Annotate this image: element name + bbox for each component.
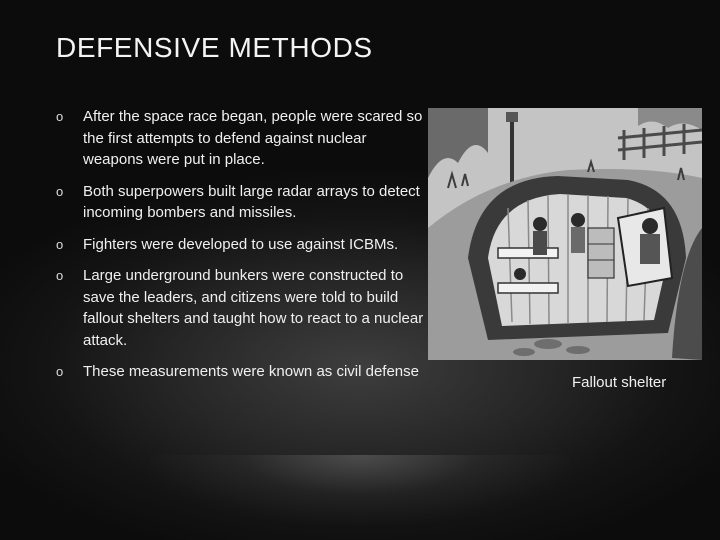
bullet-marker-icon: o — [56, 236, 64, 252]
bullet-list — [56, 106, 426, 383]
bullet-text: After the space race began, people were scared so the first attempts to defend against nuclear weapons were put in place. — [83, 108, 423, 168]
bullet-text: Both superpowers built large radar arrays to detect incoming bombers and missiles. — [83, 182, 420, 221]
bullet-marker-icon: o — [56, 109, 64, 124]
bullet-item — [56, 234, 426, 256]
bullet-text: These measurements were known as civil defense — [83, 363, 419, 380]
bullet-marker-icon: o — [56, 183, 64, 199]
bullet-text: Large underground bunkers were constructed to save the leaders, and citizens were told to build fallout shelters and taught how to react to a nuclear attack. — [83, 267, 424, 349]
background-glow — [150, 455, 570, 525]
fallout-shelter-illustration — [428, 108, 702, 360]
bullet-item — [56, 265, 426, 351]
bullet-item — [56, 106, 426, 171]
bullet-marker-icon: o — [56, 268, 64, 283]
slide-title: DEFENSIVE METHODS — [56, 32, 373, 63]
image-caption: Fallout shelter — [572, 374, 667, 391]
bullet-item — [56, 181, 426, 224]
fallout-shelter-drawing — [428, 108, 702, 360]
bullet-marker-icon: o — [56, 364, 64, 379]
bullet-item — [56, 361, 426, 383]
bullet-text: Fighters were developed to use against ICBMs. — [83, 235, 399, 253]
